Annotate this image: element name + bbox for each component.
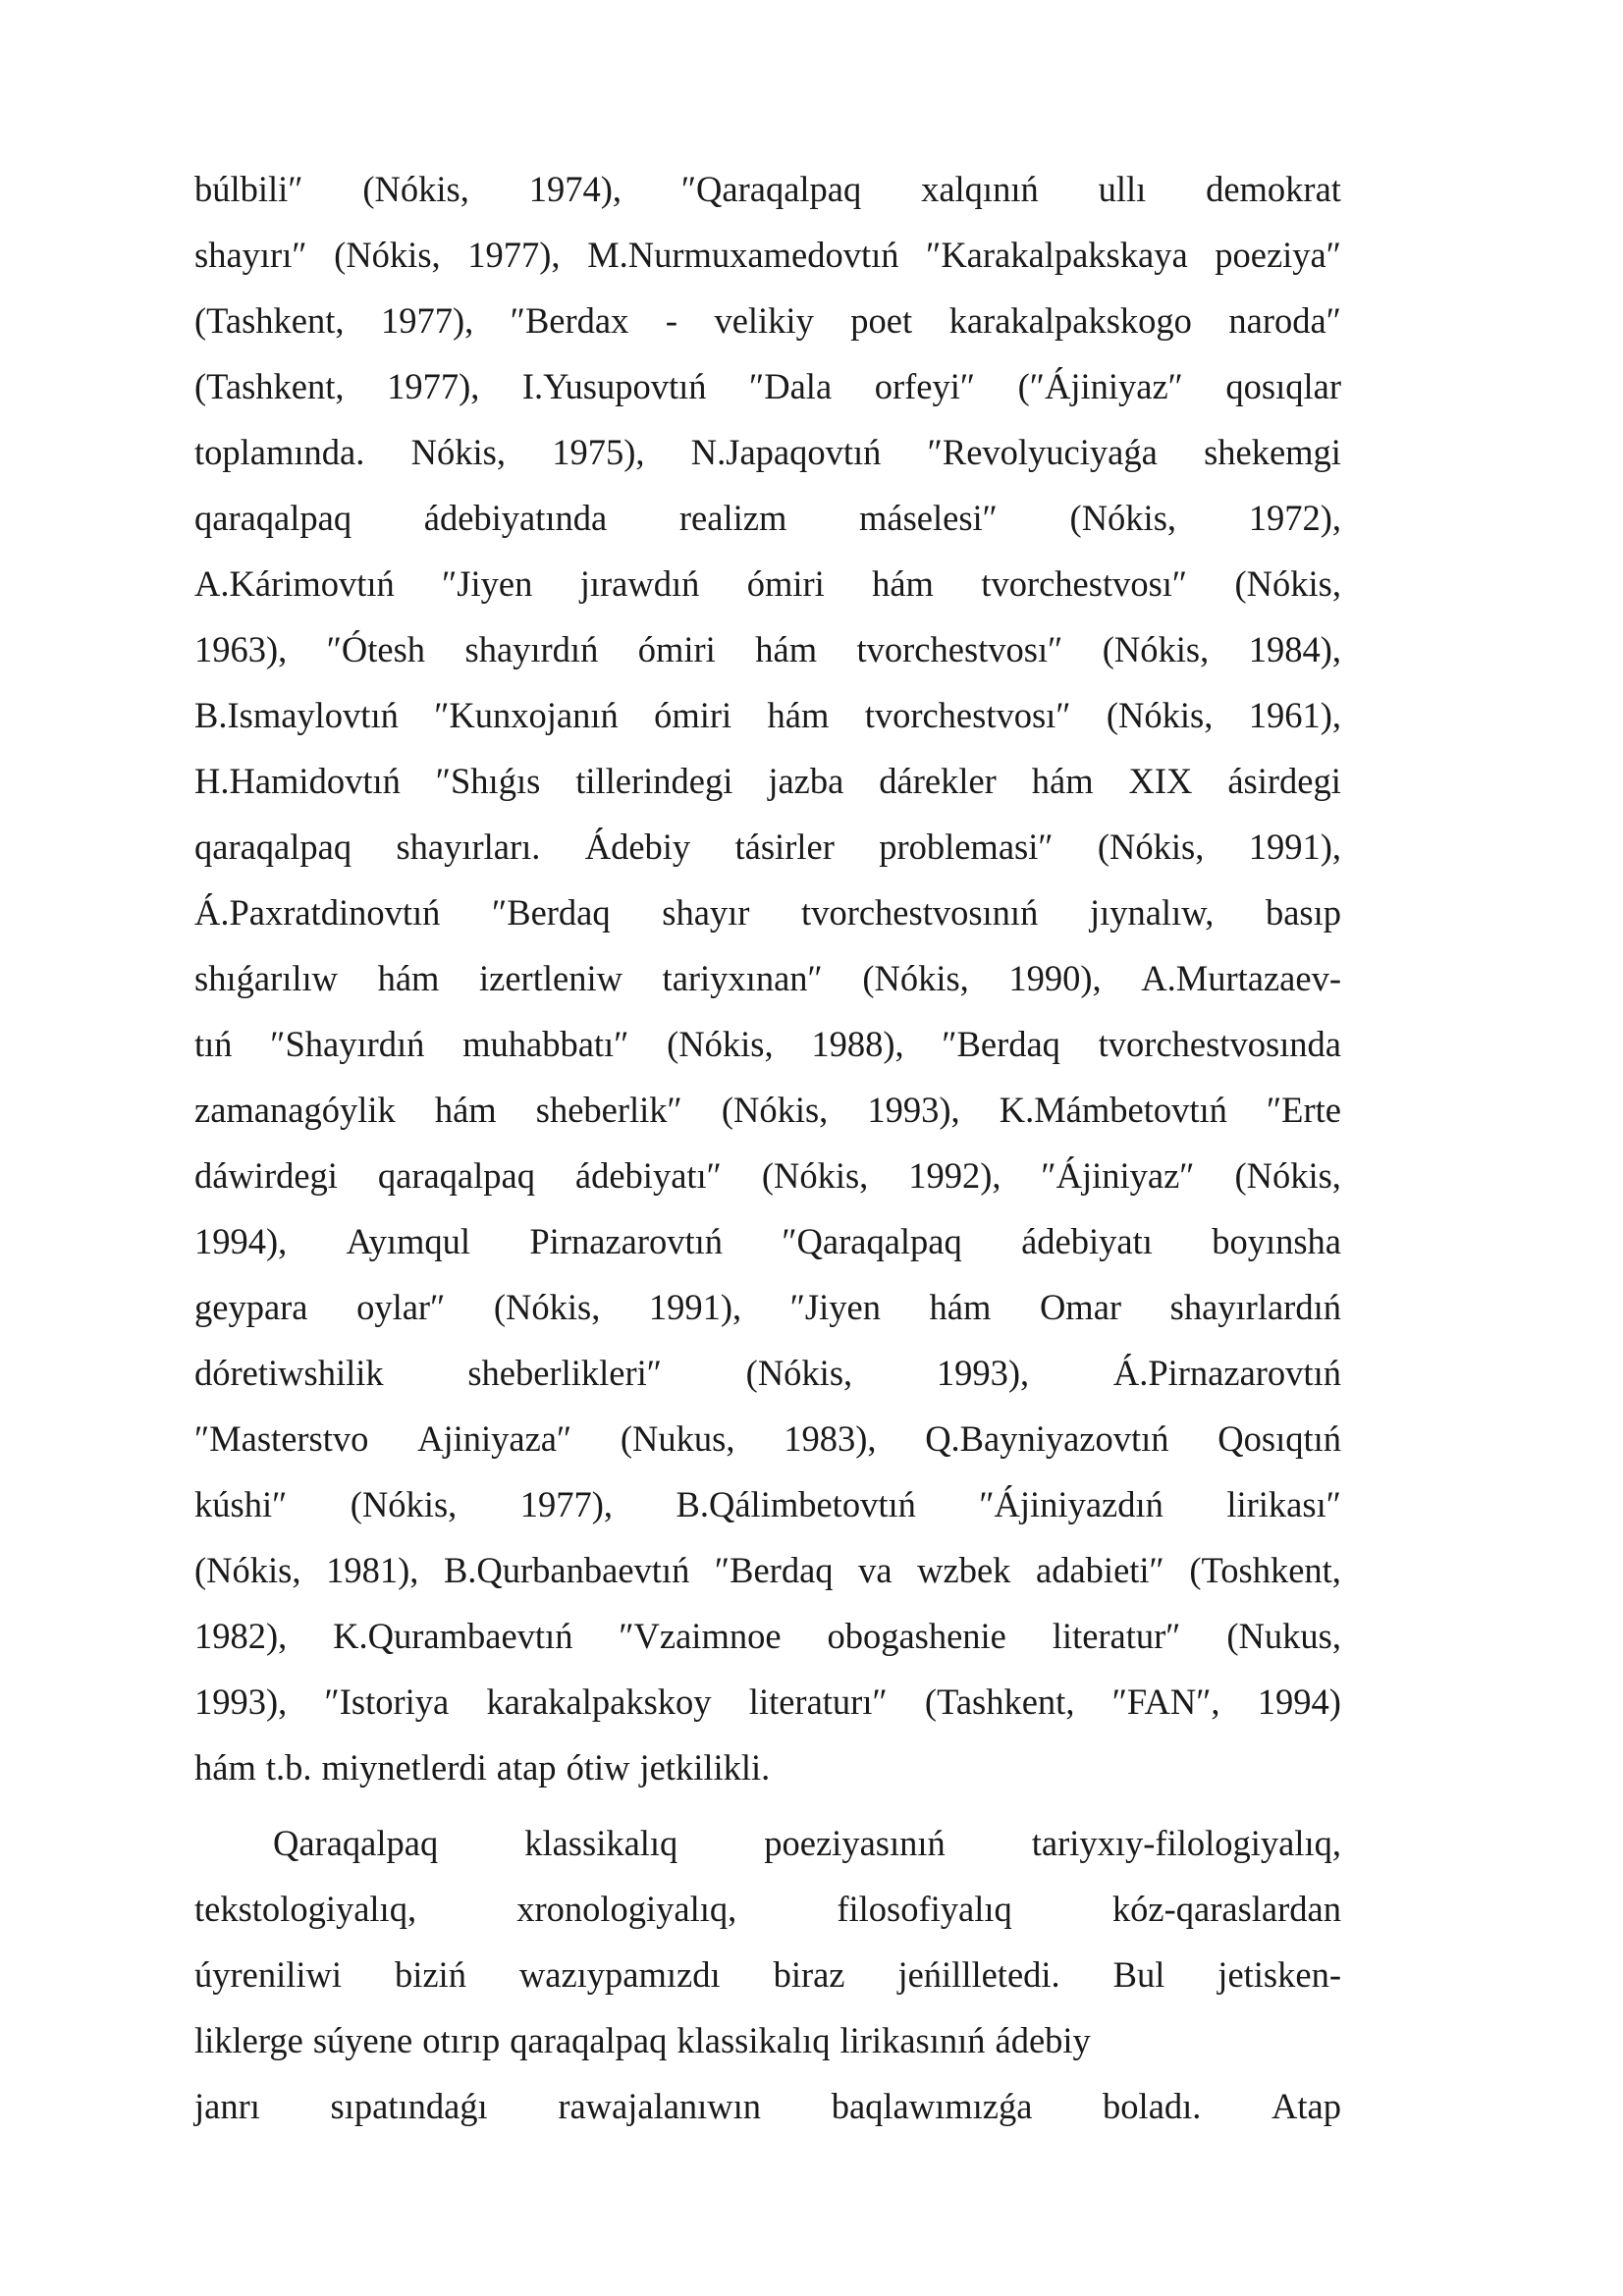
word: (Nókis, — [667, 1024, 774, 1064]
word: toplamında. — [194, 432, 365, 472]
word: tekstologiyalıq, — [194, 1889, 417, 1929]
word: 1961), — [1248, 695, 1341, 735]
word: lirikası″ — [1226, 1484, 1341, 1524]
word: sheberlikleri″ — [467, 1353, 662, 1393]
word: poet — [850, 300, 913, 341]
word: ″Jiyen — [789, 1287, 881, 1327]
text-line — [194, 1880, 1341, 1939]
word: boladı. — [1103, 2086, 1202, 2126]
word: ″Istoriya — [324, 1682, 450, 1722]
word: biziń — [394, 1954, 466, 1995]
word: qaraqalpaq — [194, 827, 352, 867]
word: ″Berdaq — [492, 892, 611, 933]
word: (Nókis, — [493, 1287, 601, 1327]
word: 1981), — [326, 1550, 419, 1590]
word: atap — [496, 1747, 557, 1788]
word: literaturı″ — [748, 1682, 888, 1722]
word: 1974), — [528, 169, 622, 209]
text-line — [194, 160, 1341, 219]
word: qosıqlar — [1225, 366, 1341, 406]
word: tillerindegi — [575, 761, 733, 801]
word: muhabbatı″ — [462, 1024, 629, 1064]
word: (Nókis, — [1102, 629, 1210, 669]
word: M.Nurmuxamedovtıń — [587, 235, 899, 275]
text-line — [194, 489, 1341, 548]
word: (Nókis, — [1069, 498, 1177, 538]
word: boyınsha — [1212, 1221, 1341, 1261]
word: poeziyasınıń — [764, 1823, 946, 1863]
word: Qosıqtıń — [1217, 1418, 1341, 1459]
word: - — [665, 300, 677, 341]
word: wazıypamızdı — [518, 1954, 721, 1995]
word: (Nukus, — [1226, 1616, 1341, 1656]
word: filosofiyalıq — [837, 1889, 1012, 1929]
word: 1977), — [387, 366, 480, 406]
word: 1977), — [467, 235, 561, 275]
word: hám — [1031, 761, 1094, 801]
word: (Nókis, — [334, 235, 441, 275]
text-line — [273, 1814, 1341, 1873]
word: 1990), — [1008, 958, 1102, 998]
word: ″Berdaq — [714, 1550, 834, 1590]
word: lirikasınıń — [839, 2020, 986, 2060]
word: shayırları. — [396, 827, 541, 867]
word: t.b. — [265, 1747, 312, 1788]
word: (Nukus, — [620, 1418, 735, 1459]
word: 1994), — [194, 1221, 288, 1261]
word: ″Ájiniyaz″ — [1041, 1155, 1195, 1196]
word: I.Yusupovtıń — [521, 366, 707, 406]
text-line — [194, 1946, 1341, 2004]
word: 1993), — [867, 1090, 960, 1130]
word: tvorchestvosı″ — [981, 563, 1188, 604]
word: Ayımqul — [346, 1221, 471, 1261]
text-line — [194, 818, 1341, 877]
word: (Tashkent, — [194, 300, 345, 341]
word: hám — [929, 1287, 992, 1327]
text-line — [194, 949, 1341, 1008]
word: tariyxıy-filologiyalıq, — [1031, 1823, 1341, 1863]
word: demokrat — [1206, 169, 1341, 209]
text-line — [194, 1212, 1341, 1271]
word: karakalpakskoy — [486, 1682, 712, 1722]
word: (Nókis, — [362, 169, 469, 209]
word: ″Qaraqalpaq — [782, 1221, 962, 1261]
word: (Nókis, — [761, 1155, 869, 1196]
word: (Nókis, — [350, 1484, 458, 1524]
word: Á.Pirnazarovtıń — [1112, 1353, 1341, 1393]
word: Ádebiy — [584, 827, 691, 867]
text-line — [194, 883, 1341, 942]
word: súyene — [312, 2020, 413, 2060]
word: rawajalanıwın — [558, 2086, 762, 2126]
word: Q.Bayniyazovtıń — [925, 1418, 1169, 1459]
word: oylar″ — [356, 1287, 446, 1327]
word: Qaraqalpaq — [273, 1823, 439, 1863]
text-line — [194, 226, 1341, 285]
text-line — [194, 292, 1341, 350]
word: basıp — [1265, 892, 1341, 933]
word: karakalpakskogo — [948, 300, 1192, 341]
word: Bul — [1112, 1954, 1165, 1995]
word: tariyxınan″ — [662, 958, 823, 998]
word: tvorchestvosında — [1098, 1024, 1341, 1064]
word: jetisken- — [1217, 1954, 1341, 1995]
word: qaraqalpaq — [194, 498, 352, 538]
text-line — [194, 1541, 1341, 1600]
word: sıpatındaǵı — [330, 2086, 488, 2126]
word: Ajiniyaza″ — [417, 1418, 572, 1459]
word: ádebiyatında — [423, 498, 608, 538]
word: hám — [194, 1747, 256, 1788]
word: (Nókis, — [721, 1090, 829, 1130]
word: literatur″ — [1052, 1616, 1181, 1656]
word: dóretiwshilik — [194, 1353, 384, 1393]
word: hám — [767, 695, 830, 735]
word: búlbili″ — [194, 169, 303, 209]
word: tvorchestvosı″ — [856, 629, 1063, 669]
word: ádebiy — [995, 2020, 1091, 2060]
word: hám — [377, 958, 440, 998]
word: miynetlerdi — [321, 1747, 487, 1788]
text-line — [194, 423, 1341, 482]
word: ásirdegi — [1227, 761, 1341, 801]
word: tvorchestvosınıń — [801, 892, 1039, 933]
word: adabieti″ — [1036, 1550, 1164, 1590]
word: ″Shıǵıs — [435, 761, 541, 801]
word: Atap — [1271, 2086, 1341, 2126]
word: (Nókis, — [745, 1353, 853, 1393]
word: ″Erte — [1266, 1090, 1341, 1130]
word: ″Kunxojanıń — [434, 695, 619, 735]
word: 1993), — [936, 1353, 1030, 1393]
word: 1994) — [1257, 1682, 1341, 1722]
word: liklerge — [194, 2020, 303, 2060]
word: shayırı″ — [194, 235, 307, 275]
word: ómiri — [654, 695, 732, 735]
word: ″Masterstvo — [194, 1418, 369, 1459]
word: jırawdıń — [579, 563, 700, 604]
word: ″FAN″, — [1111, 1682, 1220, 1722]
word: máselesi″ — [859, 498, 998, 538]
word: xronologiyalıq, — [516, 1889, 737, 1929]
word: geypara — [194, 1287, 308, 1327]
word: baqlawımızǵa — [831, 2086, 1033, 2126]
word: izertleniw — [479, 958, 622, 998]
word: 1992), — [908, 1155, 1001, 1196]
text-line — [194, 1410, 1341, 1468]
word: shıǵarılıw — [194, 958, 338, 998]
word: ótiw — [566, 1747, 630, 1788]
word: (Tashkent, — [194, 366, 345, 406]
word: B.Qálimbetovtıń — [676, 1484, 916, 1524]
word: ″Revolyuciyaǵa — [927, 432, 1158, 472]
word: hám — [755, 629, 818, 669]
word: (Nókis, — [194, 1550, 301, 1590]
word: 1991), — [1248, 827, 1341, 867]
word: 1983), — [784, 1418, 877, 1459]
word: klassikalıq — [524, 1823, 678, 1863]
word: shayır — [662, 892, 750, 933]
word: ádebiyatı — [1021, 1221, 1153, 1261]
word: wzbek — [917, 1550, 1011, 1590]
word: 1991), — [648, 1287, 742, 1327]
text-line — [194, 2011, 1091, 2070]
word: orfeyi″ — [874, 366, 976, 406]
word: 1975), — [552, 432, 645, 472]
word: A.Kárimovtıń — [194, 563, 395, 604]
word: hám — [434, 1090, 497, 1130]
word: (Nókis, — [862, 958, 969, 998]
word: 1977), — [381, 300, 474, 341]
word: XIX — [1128, 761, 1193, 801]
word: B.Qurbanbaevtıń — [443, 1550, 690, 1590]
word: klassikalıq — [676, 2020, 831, 2060]
word: ″Berdaq — [942, 1024, 1060, 1064]
word: problemasi″ — [879, 827, 1054, 867]
word: ″Vzaimnoe — [619, 1616, 782, 1656]
word: jetkilikli. — [639, 1747, 771, 1788]
word: A.Murtazaev- — [1141, 958, 1341, 998]
text-line — [194, 357, 1341, 416]
word: ómiri — [746, 563, 825, 604]
word: qaraqalpaq — [377, 1155, 535, 1196]
word: Á.Paxratdinovtıń — [194, 892, 441, 933]
word: kóz-qaraslardan — [1111, 1889, 1341, 1929]
word: xalqınıń — [921, 169, 1039, 209]
word: naroda″ — [1228, 300, 1341, 341]
word: (Toshkent, — [1189, 1550, 1341, 1590]
word: (Tashkent, — [924, 1682, 1075, 1722]
word: qaraqalpaq — [510, 2020, 668, 2060]
word: va — [858, 1550, 893, 1590]
word: 1982), — [194, 1616, 288, 1656]
text-line — [194, 1344, 1341, 1403]
word: ″Qaraqalpaq — [680, 169, 862, 209]
word: 1977), — [519, 1484, 614, 1524]
word: B.Ismaylovtıń — [194, 695, 399, 735]
word: ″Shayırdıń — [270, 1024, 425, 1064]
text-line — [194, 1081, 1341, 1140]
text-line — [194, 1738, 770, 1797]
word: (Nókis, — [1234, 1155, 1341, 1196]
text-line — [194, 2077, 1341, 2136]
word: 1984), — [1248, 629, 1341, 669]
word: Nókis, — [410, 432, 506, 472]
word: shayırlardıń — [1169, 1287, 1341, 1327]
word: Omar — [1039, 1287, 1122, 1327]
text-line — [194, 1673, 1341, 1732]
text-line — [194, 620, 1341, 679]
word: jıynalıw, — [1089, 892, 1215, 933]
word: jazba — [768, 761, 844, 801]
word: tásirler — [734, 827, 835, 867]
text-line — [194, 1278, 1341, 1337]
word: ″Ótesh — [326, 629, 426, 669]
word: ″Dala — [749, 366, 833, 406]
word: hám — [872, 563, 934, 604]
word: (Nókis, — [1097, 827, 1205, 867]
word: ″Ájiniyazdıń — [979, 1484, 1163, 1524]
word: N.Japaqovtıń — [690, 432, 882, 472]
word: jeńillletedi. — [897, 1954, 1060, 1995]
word: kúshi″ — [194, 1484, 288, 1524]
word: realizm — [678, 498, 787, 538]
word: úyreniliwi — [194, 1954, 343, 1995]
word: ″Berdax — [510, 300, 629, 341]
word: tıń — [194, 1024, 233, 1064]
text-line — [194, 555, 1341, 614]
word: shayırdıń — [464, 629, 599, 669]
word: 1988), — [811, 1024, 904, 1064]
text-line — [194, 1147, 1341, 1205]
word: Pirnazarovtıń — [529, 1221, 724, 1261]
text-line — [194, 1475, 1341, 1534]
word: K.Mámbetovtıń — [999, 1090, 1227, 1130]
word: tvorchestvosı″ — [864, 695, 1071, 735]
word: 1963), — [194, 629, 288, 669]
word: otırıp — [422, 2020, 501, 2060]
word: janrı — [194, 2086, 260, 2126]
text-line — [194, 1015, 1341, 1074]
word: sheberlik″ — [535, 1090, 682, 1130]
word: shekemgi — [1204, 432, 1341, 472]
word: K.Qurambaevtıń — [333, 1616, 573, 1656]
word: dáwirdegi — [194, 1155, 338, 1196]
text-line — [194, 752, 1341, 811]
text-line — [194, 686, 1341, 745]
word: biraz — [773, 1954, 845, 1995]
word: (Nókis, — [1234, 563, 1341, 604]
word: 1993), — [194, 1682, 288, 1722]
word: ádebiyatı″ — [574, 1155, 722, 1196]
word: ″Karakalpakskaya — [926, 235, 1188, 275]
word: zamanagóylik — [194, 1090, 396, 1130]
word: (″Ájiniyaz″ — [1017, 366, 1183, 406]
word: obogashenie — [827, 1616, 1006, 1656]
word: ullı — [1098, 169, 1147, 209]
word: 1972), — [1248, 498, 1341, 538]
word: (Nókis, — [1106, 695, 1214, 735]
word: ″Jiyen — [442, 563, 533, 604]
word: H.Hamidovtıń — [194, 761, 401, 801]
word: dárekler — [879, 761, 997, 801]
word: poeziya″ — [1215, 235, 1341, 275]
text-line — [194, 1607, 1341, 1666]
word: ómiri — [637, 629, 716, 669]
word: velikiy — [714, 300, 814, 341]
